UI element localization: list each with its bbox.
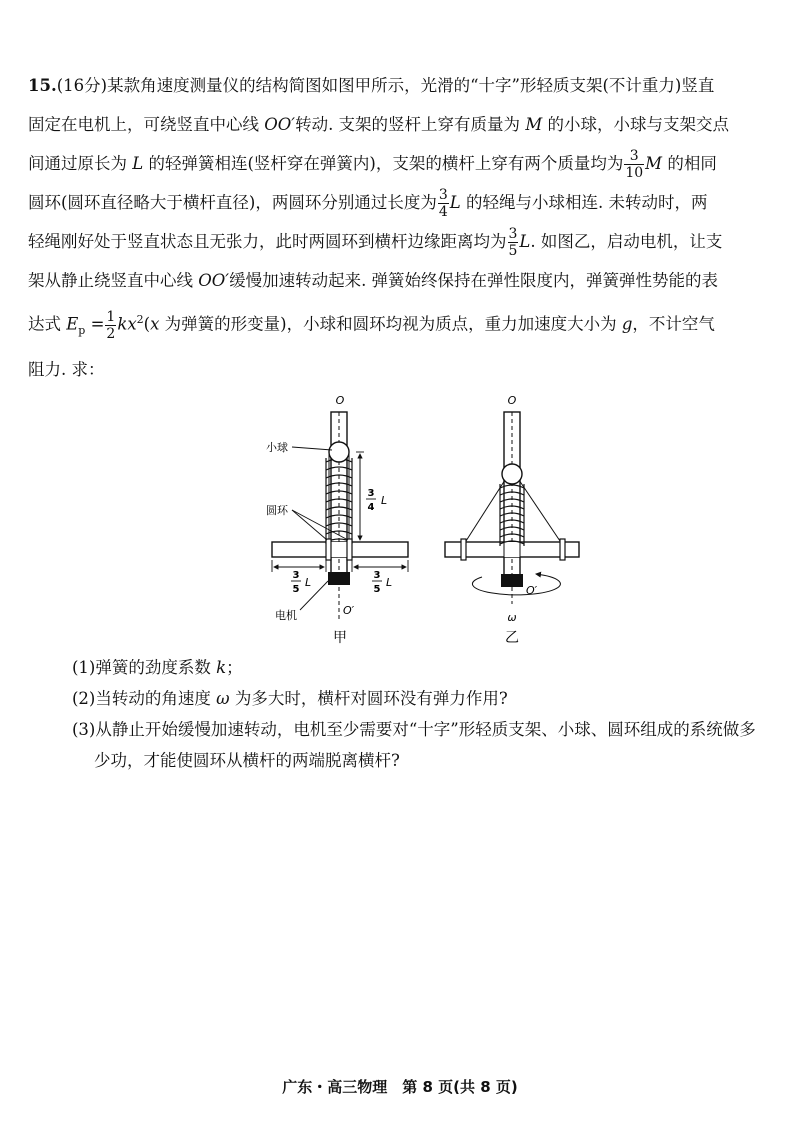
figure-b xyxy=(445,394,579,646)
dim-label-vertical xyxy=(366,488,387,513)
label-o-top: O xyxy=(335,394,345,407)
svg-text:3: 3 xyxy=(373,570,381,581)
rope-left xyxy=(466,480,505,541)
problem-line: 圆环(圆环直径略大于横杆直径)，两圆环分别通过长度为 $\frac{3}{4}$ L 的轻绳与小球相连. 未转动时，两 xyxy=(28,187,708,220)
problem-line: 达式 $E_p$ = $\frac{1}{2}$ $kx^2(x$ 为弹簧的形变量)，小球和圆环均视为质点，重力加速度大小为 g，不计空气 xyxy=(28,308,715,342)
fraction: $\frac{3}{4}$ xyxy=(438,187,448,220)
ring-right xyxy=(347,539,352,560)
problem-line: 间通过原长为 L 的轻弹簧相连(竖杆穿在弹簧内)，支架的横杆上穿有两个质量均为 $\frac{3}{10}$ M 的相同 xyxy=(28,148,717,181)
problem-number: 15. xyxy=(28,76,57,95)
svg-text:5: 5 xyxy=(373,584,381,595)
problem-line: 15.(16分)某款角速度测量仪的结构简图如图甲所示，光滑的“十字”形轻质支架(不计重力)竖直 xyxy=(28,76,715,95)
label-ball: 小球 xyxy=(266,441,288,454)
ring-right xyxy=(560,539,565,560)
problem-line: 阻力. 求： xyxy=(28,359,105,379)
figure-a xyxy=(266,394,408,646)
problem-line: 固定在电机上，可绕竖直中心线 OO′转动. 支架的竖杆上穿有质量为 M 的小球，小球与支架交点 xyxy=(28,115,729,134)
svg-text:5: 5 xyxy=(292,584,300,595)
dim-label-left xyxy=(291,570,311,595)
label-o-bottom: O′ xyxy=(343,604,355,617)
svg-text:4: 4 xyxy=(367,502,375,513)
ring-left xyxy=(461,539,466,560)
page-footer: 广东・高三物理 第 8 页(共 8 页) xyxy=(282,1078,518,1096)
svg-text:3: 3 xyxy=(367,488,375,499)
fraction: $\frac{1}{2}$ xyxy=(106,308,116,342)
problem-line: 架从静止绕竖直中心线 OO′缓慢加速转动起来. 弹簧始终保持在弹性限度内，弹簧弹性势能的表 xyxy=(28,271,719,290)
svg-text:3: 3 xyxy=(292,570,300,581)
motor xyxy=(501,574,523,587)
svg-text:L: L xyxy=(381,494,388,507)
ball xyxy=(502,464,522,484)
caption-b: 乙 xyxy=(505,630,519,646)
ball xyxy=(329,442,349,462)
label-ring: 圆环 xyxy=(266,504,288,517)
caption-a: 甲 xyxy=(333,630,347,646)
svg-text:L: L xyxy=(305,576,312,589)
motor xyxy=(328,572,350,585)
fraction: $\frac{3}{5}$ xyxy=(508,226,518,259)
question-1: (1)弹簧的劲度系数 k； xyxy=(72,658,243,677)
problem-line: 轻绳刚好处于竖直状态且无张力，此时两圆环到横杆边缘距离均为 $\frac{3}{5}$ L. 如图乙，启动电机，让支 xyxy=(28,226,723,259)
ring-left xyxy=(326,539,331,560)
rope-right xyxy=(519,480,560,541)
questions xyxy=(72,652,772,776)
question-3-continued: 少功，才能使圆环从横杆的两端脱离横杆? xyxy=(94,751,400,770)
question-3: (3)从静止开始缓慢加速转动，电机至少需要对“十字”形轻质支架、小球、圆环组成的系统做多 xyxy=(72,720,756,739)
label-o-bottom: O′ xyxy=(526,584,538,597)
dim-label-right xyxy=(372,570,392,595)
fraction: $\frac{3}{10}$ xyxy=(625,148,644,181)
label-omega: ω xyxy=(507,611,517,624)
label-motor: 电机 xyxy=(275,609,297,622)
problem-statement xyxy=(28,66,772,389)
label-o-top: O xyxy=(507,394,517,407)
apparatus-figure xyxy=(0,388,800,653)
svg-text:L: L xyxy=(386,576,393,589)
question-2: (2)当转动的角速度 ω 为多大时，横杆对圆环没有弹力作用? xyxy=(72,689,508,708)
